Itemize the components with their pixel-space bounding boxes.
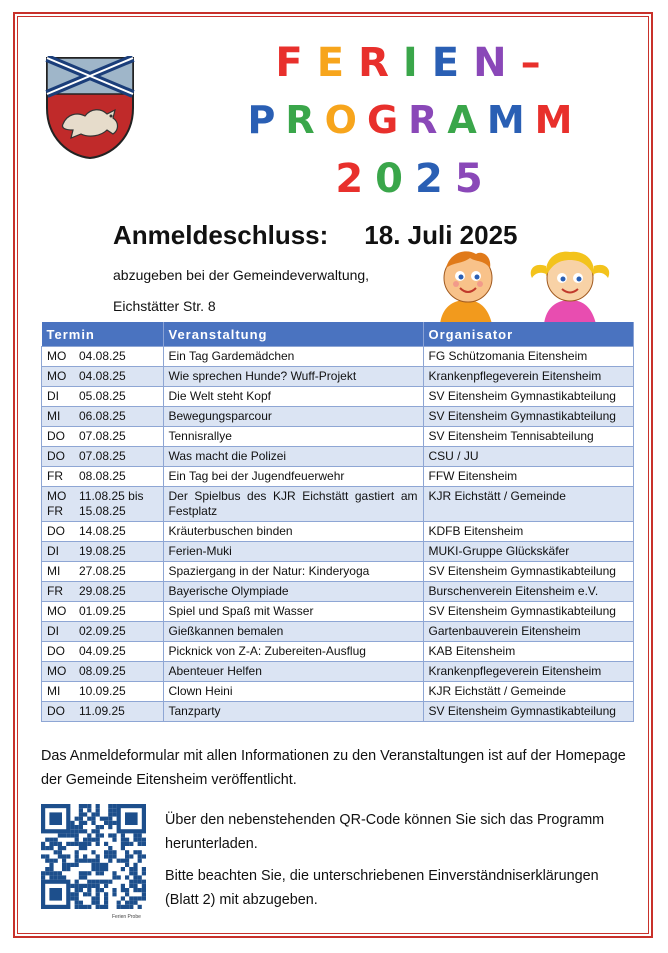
title-line-3: [190, 156, 640, 202]
table-row: [42, 542, 634, 562]
weekday: MI: [47, 409, 61, 423]
header-veranstaltung: Veranstaltung: [163, 322, 423, 347]
title-letter: E: [431, 40, 474, 86]
title-letter: 5: [454, 156, 495, 202]
date: 14.08.25: [79, 524, 126, 538]
cell-veranstaltung: Ein Tag bei der Jugendfeuerwehr: [163, 467, 423, 487]
cell-organisator: SV Eitensheim Gymnastikabteilung: [423, 407, 634, 427]
weekday: MI: [47, 564, 61, 578]
title-letter: A: [447, 98, 487, 142]
cell-termin: [42, 682, 164, 702]
cell-organisator: Gartenbauverein Eitensheim: [423, 622, 634, 642]
date: 08.08.25: [79, 469, 126, 483]
cell-termin: [42, 522, 164, 542]
table-row: [42, 702, 634, 722]
cell-veranstaltung: Ein Tag Gardemädchen: [163, 347, 423, 367]
cell-veranstaltung: Der Spielbus des KJR Eichstätt gastiert am Festplatz: [163, 487, 423, 522]
cell-termin: [42, 542, 164, 562]
qr-text-consent: Bitte beachten Sie, die unterschriebenen Einverständniserklärungen (Blatt 2) mit abzugeben.: [165, 868, 599, 908]
qr-code-icon[interactable]: [40, 803, 148, 921]
title-letter: E: [316, 40, 359, 86]
cell-veranstaltung: Abenteuer Helfen: [163, 662, 423, 682]
title-letter: P: [247, 98, 286, 142]
cell-termin: [42, 367, 164, 387]
title-letter: R: [285, 98, 325, 142]
weekday: MI: [47, 684, 61, 698]
table-row: [42, 642, 634, 662]
table-row: [42, 562, 634, 582]
title-letter: 0: [375, 156, 415, 202]
title-letter: R: [358, 40, 403, 86]
date: 04.09.25: [79, 644, 126, 658]
cell-termin: [42, 387, 164, 407]
weekday: DI: [47, 389, 59, 403]
registration-deadline: [113, 220, 518, 251]
cell-termin: [42, 602, 164, 622]
weekday: FR: [47, 469, 63, 483]
qr-text-download: Über den nebenstehenden QR-Code können Sie sich das Programm herunterladen.: [165, 812, 605, 852]
cell-organisator: SV Eitensheim Gymnastikabteilung: [423, 602, 634, 622]
title-letter: 2: [415, 156, 455, 202]
cell-veranstaltung: Clown Heini: [163, 682, 423, 702]
date: 19.08.25: [79, 544, 126, 558]
cell-veranstaltung: Picknick von Z-A: Zubereiten-Ausflug: [163, 642, 423, 662]
kids-illustration-icon: [436, 248, 632, 324]
table-row: [42, 347, 634, 367]
cell-veranstaltung: Spiel und Spaß mit Wasser: [163, 602, 423, 622]
cell-organisator: CSU / JU: [423, 447, 634, 467]
date: 06.08.25: [79, 409, 126, 423]
cell-veranstaltung: Die Welt steht Kopf: [163, 387, 423, 407]
title-letter: M: [534, 98, 583, 142]
cell-organisator: KDFB Eitensheim: [423, 522, 634, 542]
title-line-1: [190, 40, 640, 86]
title-letter: –: [520, 40, 555, 86]
date: 10.09.25: [79, 684, 126, 698]
deadline-label: Anmeldeschluss:: [113, 220, 329, 250]
cell-veranstaltung: Gießkannen bemalen: [163, 622, 423, 642]
date: 02.09.25: [79, 624, 126, 638]
coat-of-arms-icon: [45, 56, 135, 160]
date: 07.08.25: [79, 449, 126, 463]
cell-veranstaltung: Tennisrallye: [163, 427, 423, 447]
cell-veranstaltung: Tanzparty: [163, 702, 423, 722]
cell-organisator: MUKI-Gruppe Glückskäfer: [423, 542, 634, 562]
cell-organisator: SV Eitensheim Gymnastikabteilung: [423, 702, 634, 722]
cell-veranstaltung: Ferien-Muki: [163, 542, 423, 562]
weekday: DO: [47, 449, 65, 463]
table-row: [42, 367, 634, 387]
table-row: [42, 662, 634, 682]
qr-caption: Ferien Probe: [112, 914, 141, 920]
cell-termin: [42, 347, 164, 367]
cell-veranstaltung: Bayerische Olympiade: [163, 582, 423, 602]
cell-organisator: KAB Eitensheim: [423, 642, 634, 662]
date: 27.08.25: [79, 564, 126, 578]
table-row: [42, 427, 634, 447]
table-row: [42, 447, 634, 467]
cell-termin: [42, 702, 164, 722]
weekday: MO: [47, 369, 67, 383]
weekday: MO: [47, 489, 67, 503]
cell-veranstaltung: Spaziergang in der Natur: Kinderyoga: [163, 562, 423, 582]
cell-termin: [42, 662, 164, 682]
weekday: DO: [47, 524, 65, 538]
cell-termin: [42, 582, 164, 602]
cell-organisator: SV Eitensheim Tennisabteilung: [423, 427, 634, 447]
table-row: [42, 582, 634, 602]
cell-termin: [42, 642, 164, 662]
title-letter: F: [275, 40, 317, 86]
cell-organisator: Krankenpflegeverein Eitensheim: [423, 662, 634, 682]
qr-instructions: [165, 808, 635, 920]
weekday: MO: [47, 604, 67, 618]
cell-termin: [42, 447, 164, 467]
weekday: DO: [47, 644, 65, 658]
table-row: [42, 522, 634, 542]
cell-organisator: SV Eitensheim Gymnastikabteilung: [423, 387, 634, 407]
cell-organisator: KJR Eichstätt / Gemeinde: [423, 682, 634, 702]
table-row: [42, 622, 634, 642]
deadline-date: 18. Juli 2025: [364, 220, 518, 250]
weekday: DI: [47, 544, 59, 558]
table-row: [42, 487, 634, 522]
date: 04.08.25: [79, 369, 126, 383]
cell-termin: [42, 467, 164, 487]
date: 08.09.25: [79, 664, 126, 678]
title-letter: G: [366, 98, 409, 142]
weekday: MO: [47, 349, 67, 363]
cell-termin: [42, 427, 164, 447]
cell-veranstaltung: Was macht die Polizei: [163, 447, 423, 467]
title-letter: R: [408, 98, 448, 142]
cell-organisator: Krankenpflegeverein Eitensheim: [423, 367, 634, 387]
table-row: [42, 682, 634, 702]
table-row: [42, 387, 634, 407]
cell-veranstaltung: Bewegungsparcour: [163, 407, 423, 427]
cell-organisator: KJR Eichstätt / Gemeinde: [423, 487, 634, 522]
date: 29.08.25: [79, 584, 126, 598]
table-row: [42, 602, 634, 622]
date: 07.08.25: [79, 429, 126, 443]
cell-veranstaltung: Kräuterbuschen binden: [163, 522, 423, 542]
cell-termin: [42, 562, 164, 582]
table-header-row: [42, 322, 634, 347]
cell-organisator: FFW Eitensheim: [423, 467, 634, 487]
date: 15.08.25: [79, 504, 126, 518]
title-line-2: [190, 98, 640, 142]
program-table: [41, 322, 634, 722]
title-letter: O: [324, 98, 367, 142]
weekday: DI: [47, 624, 59, 638]
table-row: [42, 407, 634, 427]
table-row: [42, 467, 634, 487]
cell-termin: [42, 487, 164, 522]
date: 04.08.25: [79, 349, 126, 363]
submit-line-2: Eichstätter Str. 8: [113, 298, 216, 314]
date: 11.09.25: [79, 704, 125, 718]
title-letter: M: [486, 98, 535, 142]
cell-organisator: SV Eitensheim Gymnastikabteilung: [423, 562, 634, 582]
weekday: FR: [47, 504, 63, 518]
cell-termin: [42, 407, 164, 427]
cell-organisator: FG Schützomania Eitensheim: [423, 347, 634, 367]
cell-veranstaltung: Wie sprechen Hunde? Wuff-Projekt: [163, 367, 423, 387]
header-termin: Termin: [42, 322, 164, 347]
submit-line-1: abzugeben bei der Gemeindeverwaltung,: [113, 267, 370, 283]
date: 01.09.25: [79, 604, 126, 618]
cell-organisator: Burschenverein Eitensheim e.V.: [423, 582, 634, 602]
weekday: DO: [47, 704, 65, 718]
date: 05.08.25: [79, 389, 126, 403]
weekday: FR: [47, 584, 63, 598]
cell-termin: [42, 622, 164, 642]
weekday: MO: [47, 664, 67, 678]
title-letter: 2: [335, 156, 376, 202]
weekday: DO: [47, 429, 65, 443]
info-text: Das Anmeldeformular mit allen Informationen zu den Veranstaltungen ist auf der Homepage der Gemeinde Eitensheim veröffentlicht.: [41, 748, 626, 788]
title-letter: N: [473, 40, 521, 86]
title-letter: I: [402, 40, 432, 86]
header-organisator: Organisator: [423, 322, 634, 347]
date: 11.08.25 bis: [79, 489, 144, 503]
